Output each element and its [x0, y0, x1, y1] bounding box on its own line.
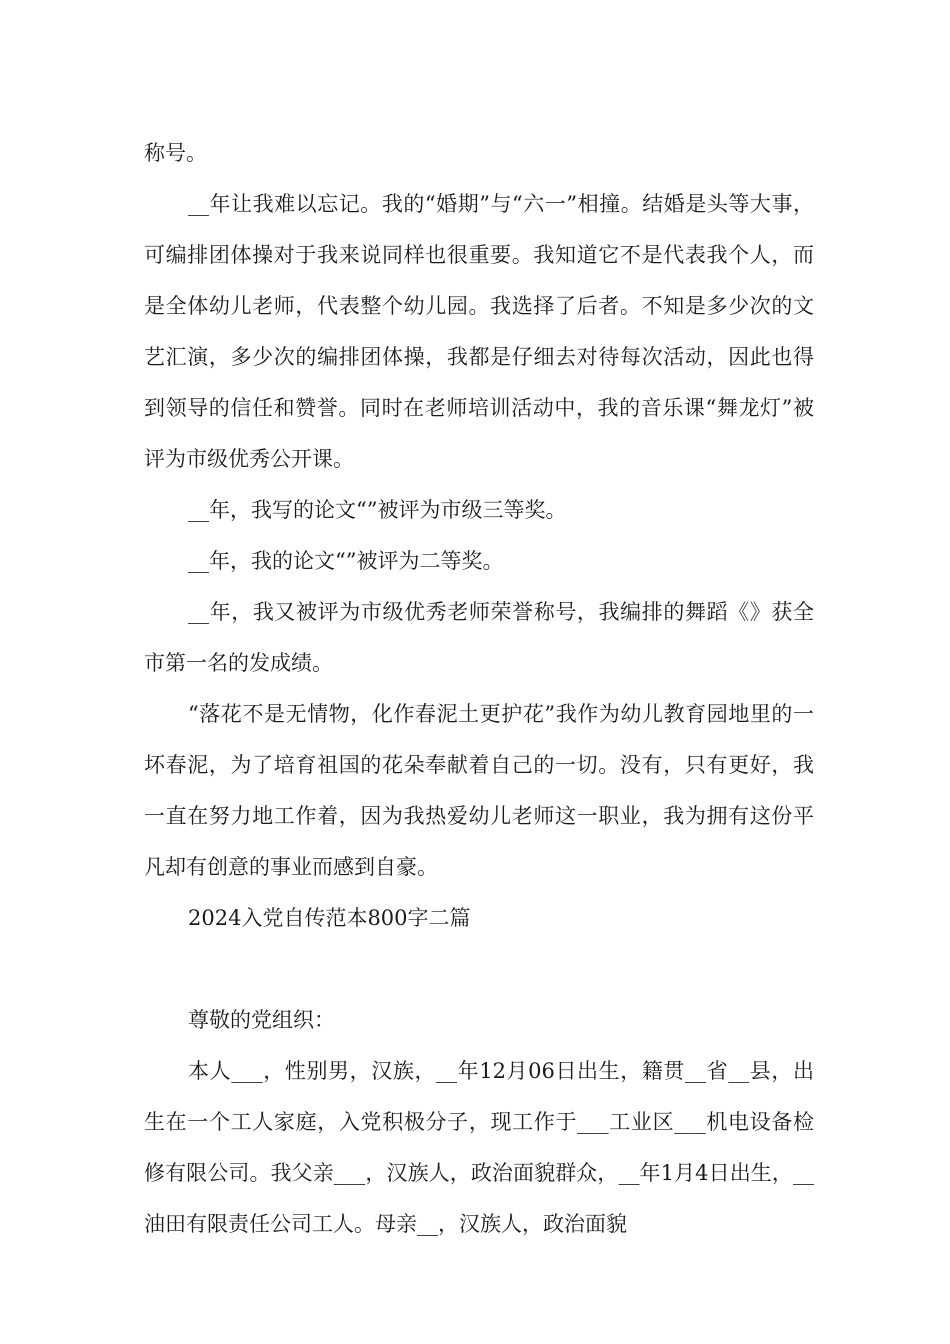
- paragraph-self-introduction: 本人___，性别男，汉族，__年12月06日出生，籍贯__省__县，出生在一个工人家庭，入党积极分子，现工作于___工业区___机电设备检修有限公司。我父亲___，汉族人，政治面貌群众，__年1月4日出生，__油田有限责任公司工人。母亲__，汉族人，政治面貌: [144, 1059, 814, 1236]
- section-heading: 2024入党自传范本800字二篇: [188, 906, 471, 930]
- paragraph-thesis-second-prize: __年，我的论文“”被评为二等奖。: [188, 549, 504, 573]
- document-body: [144, 128, 814, 1250]
- paragraph-excellent-teacher: __年，我又被评为市级优秀老师荣誉称号，我编排的舞蹈《》获全市第一名的发成绩。: [144, 600, 814, 675]
- paragraph-wedding-year: __年让我难以忘记。我的“婚期”与“六一”相撞。结婚是头等大事，可编排团体操对于我来说同样也很重要。我知道它不是代表我个人，而是全体幼儿老师，代表整个幼儿园。我选择了后者。不知是多少次的文艺汇演，多少次的编排团体操，我都是仔细去对待每次活动，因此也得到领导的信任和赞誉。同时在老师培训活动中，我的音乐课“舞龙灯”被评为市级优秀公开课。: [144, 192, 814, 471]
- paragraph-continuation: 称号。: [144, 141, 207, 165]
- blank-line: [144, 944, 814, 995]
- paragraph-thesis-third-prize: __年，我写的论文“”被评为市级三等奖。: [188, 498, 567, 522]
- paragraph-falling-flowers: “落花不是无情物，化作春泥土更护花”我作为幼儿教育园地里的一坏春泥，为了培育祖国的花朵奉献着自己的一切。没有，只有更好，我一直在努力地工作着，因为我热爱幼儿老师这一职业，我为拥有这份平凡却有创意的事业而感到自豪。: [144, 702, 814, 879]
- salutation: 尊敬的党组织：: [188, 1008, 335, 1032]
